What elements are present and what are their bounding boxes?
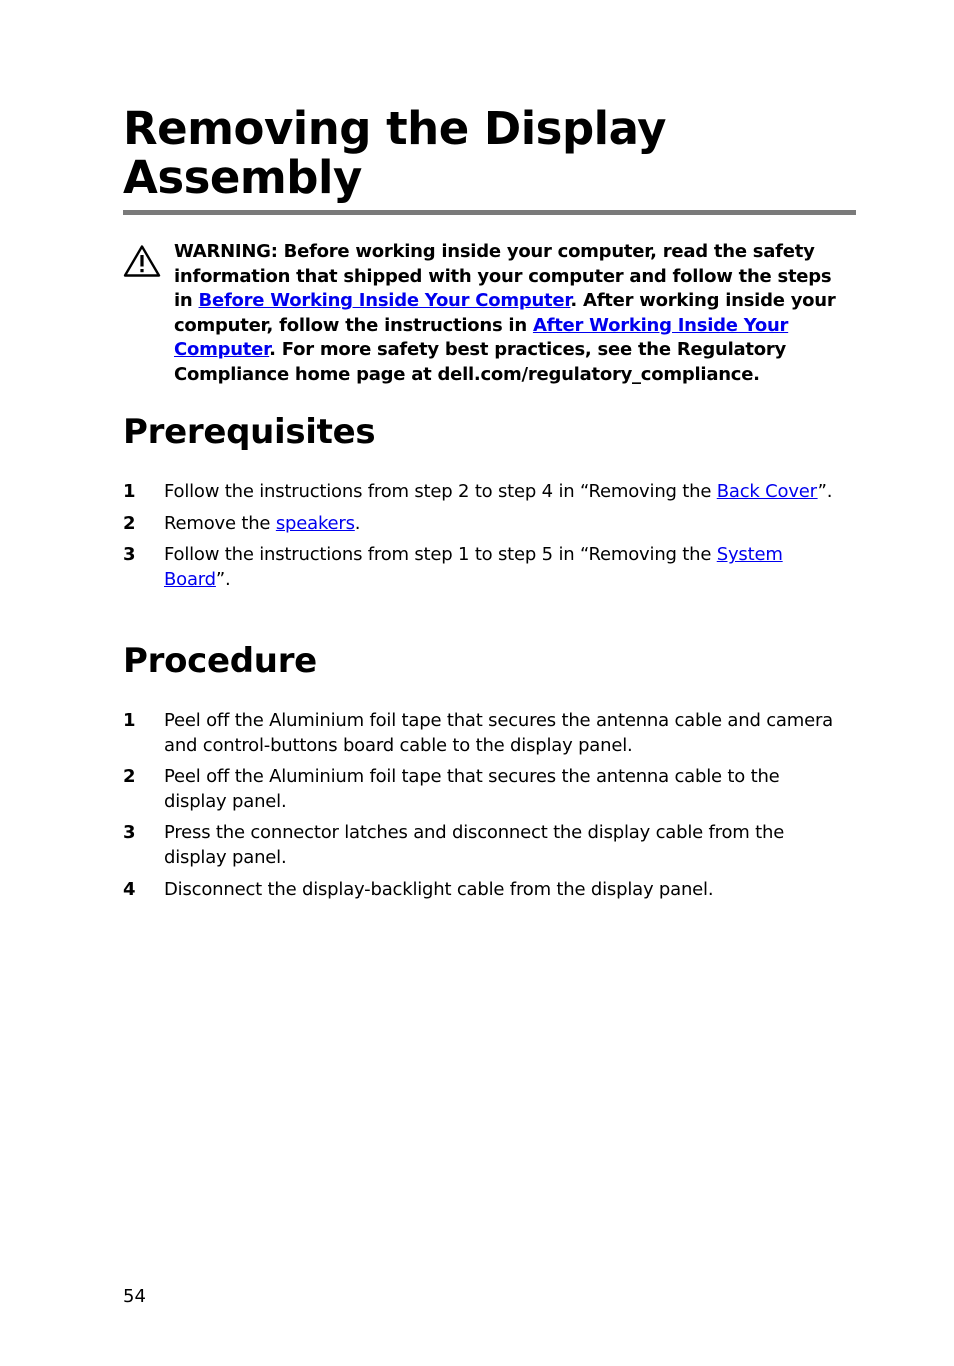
procedure-heading: Procedure <box>123 641 317 681</box>
step-text: Disconnect the display-backlight cable from the display panel. <box>164 878 714 900</box>
procedure-step <box>123 878 843 903</box>
step-text: Follow the instructions from step 1 to step 5 in “Removing the <box>164 544 717 566</box>
speakers-link[interactable]: speakers <box>275 512 355 534</box>
warning-text-part: . After working inside your computer, follow the instructions in <box>174 290 836 336</box>
procedure-step <box>123 709 843 758</box>
step-number: 1 <box>123 710 136 731</box>
prerequisites-heading: Prerequisites <box>123 412 376 452</box>
title-divider <box>123 210 856 215</box>
step-number: 2 <box>123 512 136 534</box>
step-text: Follow the instructions from step 2 to step 4 in “Removing the <box>164 481 717 502</box>
step-text-end: ”. <box>817 481 833 502</box>
step-number: 2 <box>123 766 136 788</box>
step-text: Peel off the Aluminium foil tape that secures the antenna cable to the display panel. <box>164 766 780 812</box>
prerequisite-step <box>123 543 843 592</box>
procedure-step <box>123 821 843 870</box>
step-text: Remove the <box>164 512 276 534</box>
prerequisite-step <box>123 480 843 505</box>
step-text-end: ”. <box>215 568 231 590</box>
step-text: Peel off the Aluminium foil tape that secures the antenna cable and camera and control-buttons board cable to the display panel. <box>164 710 833 756</box>
step-number: 3 <box>123 544 136 566</box>
prerequisite-step <box>123 512 843 537</box>
warning-text-part: . For more safety best practices, see the Regulatory Compliance home page at dell.com/regulatory_compliance. <box>174 339 786 385</box>
step-number: 1 <box>123 481 136 502</box>
page-title: Removing the Display Assembly <box>123 102 666 204</box>
back-cover-link[interactable]: Back Cover <box>716 481 818 502</box>
warning-triangle-icon <box>123 244 161 278</box>
step-text-end: . <box>354 512 361 534</box>
before-working-inside-link[interactable]: Before Working Inside Your Computer <box>198 290 571 312</box>
step-text: Press the connector latches and disconnect the display cable from the display panel. <box>164 822 785 868</box>
page-number: 54 <box>123 1286 146 1307</box>
system-board-link[interactable]: System Board <box>164 544 783 590</box>
step-number: 3 <box>123 822 136 844</box>
after-working-inside-link[interactable]: After Working Inside Your Computer <box>174 314 789 361</box>
step-number: 4 <box>123 878 136 900</box>
procedure-list <box>123 709 843 909</box>
procedure-step <box>123 765 843 814</box>
warning-notice <box>174 240 854 388</box>
warning-text-part: WARNING: Before working inside your computer, read the safety information that shipped with your computer and follow the steps in <box>174 241 832 312</box>
prerequisites-list <box>123 480 843 599</box>
